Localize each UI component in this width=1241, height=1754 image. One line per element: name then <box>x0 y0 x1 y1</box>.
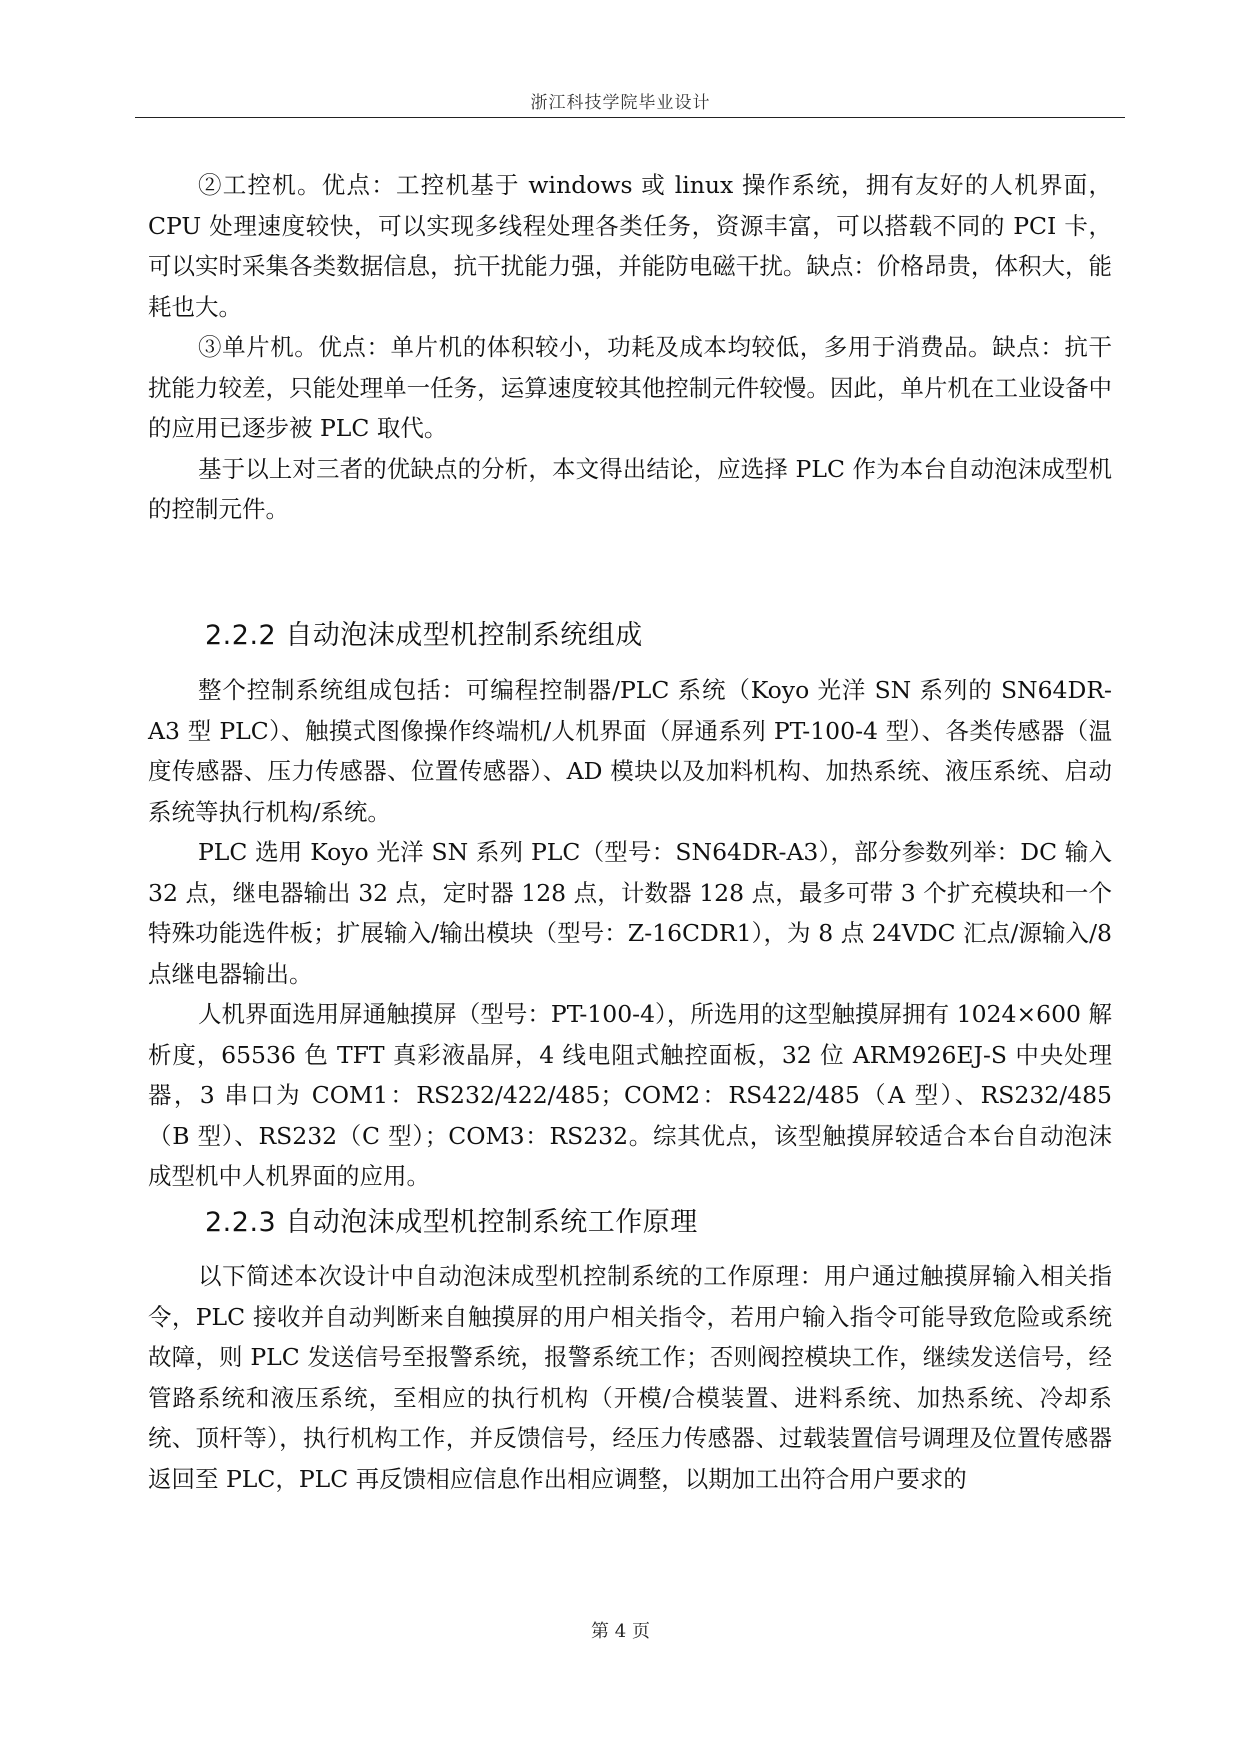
section-heading-2-2-2: 2.2.2 自动泡沫成型机控制系统组成 <box>205 620 643 651</box>
section-heading-2-2-3: 2.2.3 自动泡沫成型机控制系统工作原理 <box>205 1207 698 1238</box>
paragraph-hmi-selection: 人机界面选用屏通触摸屏（型号：PT-100-4），所选用的这型触摸屏拥有 1024×600 解析度，65536 色 TFT 真彩液晶屏，4 线电阻式触控面板，32 位 ARM926EJ-S 中央处理器，3 串口为 COM1：RS232/422/485；COM2：RS422/485（A 型）、RS232/485（B 型）、RS232（C 型）；COM3：RS232。综其优点，该型触摸屏较适合本台自动泡沫成型机中人机界面的应用。 <box>148 1000 1112 1190</box>
section-2-2-3-body <box>148 1256 1112 1499</box>
header-divider <box>135 117 1125 118</box>
page-header-title: 浙江科技学院毕业设计 <box>530 93 711 113</box>
paragraph-system-composition: 整个控制系统组成包括：可编程控制器/PLC 系统（Koyo 光洋 SN 系列的 SN64DR-A3 型 PLC）、触摸式图像操作终端机/人机界面（屏通系列 PT-100-4 型）、各类传感器（温度传感器、压力传感器、位置传感器）、AD 模块以及加料机构、加热系统、液压系统、启动系统等执行机构/系统。 <box>148 676 1112 826</box>
intro-paragraph-group <box>148 165 1112 530</box>
page-number: 第 4 页 <box>591 1621 650 1642</box>
section-2-2-2-body <box>148 670 1112 1197</box>
paragraph-working-principle: 以下简述本次设计中自动泡沫成型机控制系统的工作原理：用户通过触摸屏输入相关指令，PLC 接收并自动判断来自触摸屏的用户相关指令，若用户输入指令可能导致危险或系统故障，则 PLC 发送信号至报警系统，报警系统工作；否则阀控模块工作，继续发送信号，经管路系统和液压系统，至相应的执行机构（开模/合模装置、进料系统、加热系统、冷却系统、顶杆等），执行机构工作，并反馈信号，经压力传感器、过载装置信号调理及位置传感器返回至 PLC，PLC 再反馈相应信息作出相应调整，以期加工出符合用户要求的 <box>148 1262 1112 1493</box>
paragraph-conclusion: 基于以上对三者的优缺点的分析，本文得出结论，应选择 PLC 作为本台自动泡沫成型机的控制元件。 <box>148 454 1112 523</box>
paragraph-industrial-pc: ②工控机。优点：工控机基于 windows 或 linux 操作系统，拥有友好的人机界面，CPU 处理速度较快，可以实现多线程处理各类任务，资源丰富，可以搭载不同的 PCI 卡，可以实时采集各类数据信息，抗干扰能力强，并能防电磁干扰。缺点：价格昂贵，体积大，能耗也大。 <box>148 171 1112 321</box>
paragraph-plc-selection: PLC 选用 Koyo 光洋 SN 系列 PLC（型号：SN64DR-A3），部分参数列举：DC 输入 32 点，继电器输出 32 点，定时器 128 点，计数器 128 点，最多可带 3 个扩充模块和一个特殊功能选件板；扩展输入/输出模块（型号：Z-16CDR1），为 8 点 24VDC 汇点/源输入/8 点继电器输出。 <box>148 838 1112 988</box>
paragraph-single-chip: ③单片机。优点：单片机的体积较小，功耗及成本均较低，多用于消费品。缺点：抗干扰能力较差，只能处理单一任务，运算速度较其他控制元件较慢。因此，单片机在工业设备中的应用已逐步被 PLC 取代。 <box>148 333 1112 442</box>
